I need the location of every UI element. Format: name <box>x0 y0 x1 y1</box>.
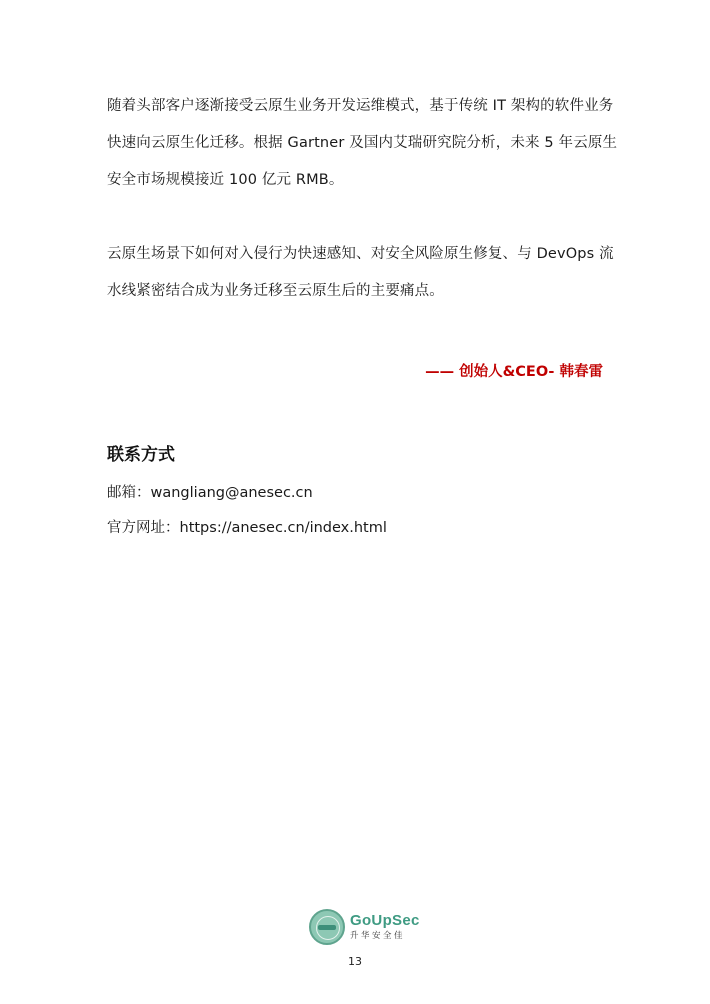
logo-subtitle: 升华安全佳 <box>350 931 406 942</box>
paragraph-line: 快速向云原生化迁移。根据 Gartner 及国内艾瑞研究院分析，未来 5 年云原生 <box>107 135 618 151</box>
logo-emblem-icon <box>309 909 345 945</box>
contact-website[interactable]: 官方网址：https://anesec.cn/index.html <box>107 520 387 536</box>
page-number: 13 <box>348 955 362 968</box>
company-logo <box>309 907 420 947</box>
logo-name: GoUpSec <box>350 912 420 930</box>
founder-signature: —— 创始人&CEO- 韩春雷 <box>425 364 603 380</box>
paragraph-line: 云原生场景下如何对入侵行为快速感知、对安全风险原生修复、与 DevOps 流 <box>107 246 614 262</box>
paragraph-pain-points <box>107 236 614 310</box>
paragraph-line: 安全市场规模接近 100 亿元 RMB。 <box>107 172 344 188</box>
contact-section-title: 联系方式 <box>107 445 175 465</box>
paragraph-market-outlook <box>107 88 618 199</box>
paragraph-line: 随着头部客户逐渐接受云原生业务开发运维模式，基于传统 IT 架构的软件业务 <box>107 98 614 114</box>
paragraph-line: 水线紧密结合成为业务迁移至云原生后的主要痛点。 <box>107 283 444 299</box>
contact-email[interactable]: 邮箱：wangliang@anesec.cn <box>107 485 313 501</box>
logo-wordmark <box>350 913 420 941</box>
